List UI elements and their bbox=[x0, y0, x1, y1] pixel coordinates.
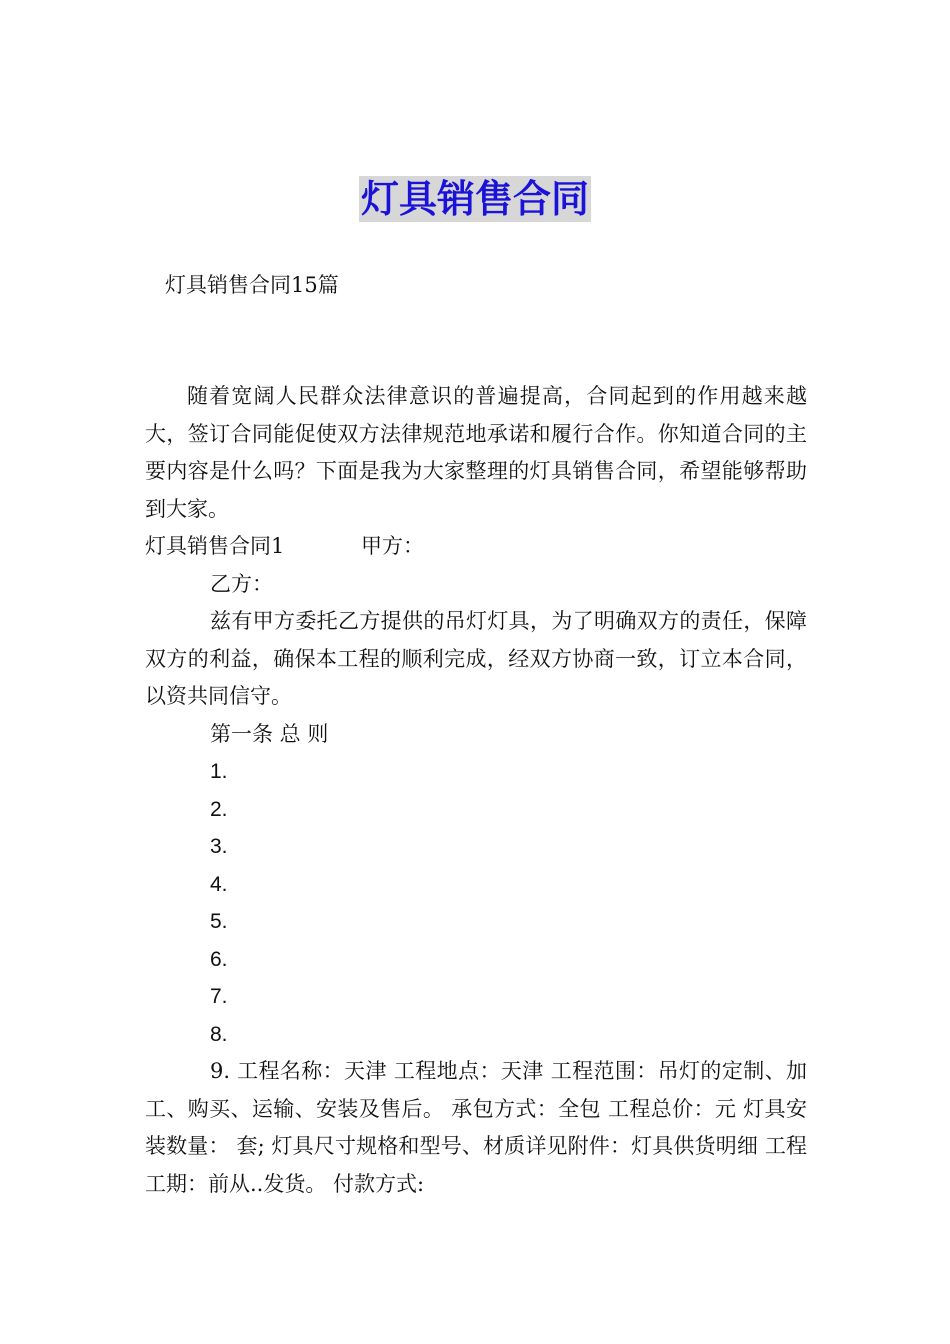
title-container bbox=[0, 176, 950, 222]
list-item: 8. bbox=[210, 1022, 228, 1046]
list-item: 5. bbox=[210, 910, 228, 933]
document-body bbox=[145, 378, 807, 1203]
party-a-label: 甲方： bbox=[361, 534, 424, 558]
intro-paragraph: 随着宽阔人民群众法律意识的普遍提高，合同起到的作用越来越大，签订合同能促使双方法律规范地承诺和履行合作。你知道合同的主要内容是什么吗？下面是我为大家整理的灯具销售合同，希望能够帮助到大家。 bbox=[145, 384, 807, 521]
document-subtitle: 灯具销售合同15篇 bbox=[165, 273, 339, 297]
contract-heading-line bbox=[145, 528, 807, 566]
contract1-heading: 灯具销售合同1 bbox=[145, 534, 285, 558]
document-title: 灯具销售合同 bbox=[360, 177, 589, 221]
list-item: 3. bbox=[210, 835, 228, 858]
list-item: 4. bbox=[210, 872, 228, 896]
list-item: 2. bbox=[210, 797, 228, 821]
item-9-paragraph: 9. 工程名称：天津 工程地点：天津 工程范围：吊灯的定制、加工、购买、运输、安装及售后。 承包方式：全包 工程总价：元 灯具安装数量： 套; 灯具尺寸规格和型号、材质详见附件：灯具供货明细 工程工期：前从..发货。 付款方式: bbox=[145, 1059, 807, 1196]
list-item: 7. bbox=[210, 985, 228, 1008]
list-item: 6. bbox=[210, 947, 228, 971]
party-b-label: 乙方： bbox=[210, 571, 273, 596]
list-item: 1. bbox=[210, 760, 228, 783]
preamble-paragraph: 兹有甲方委托乙方提供的吊灯灯具，为了明确双方的责任，保障双方的利益，确保本工程的顺利完成，经双方协商一致，订立本合同，以资共同信守。 bbox=[145, 609, 807, 708]
article-1-heading: 第一条 总 则 bbox=[210, 721, 329, 746]
